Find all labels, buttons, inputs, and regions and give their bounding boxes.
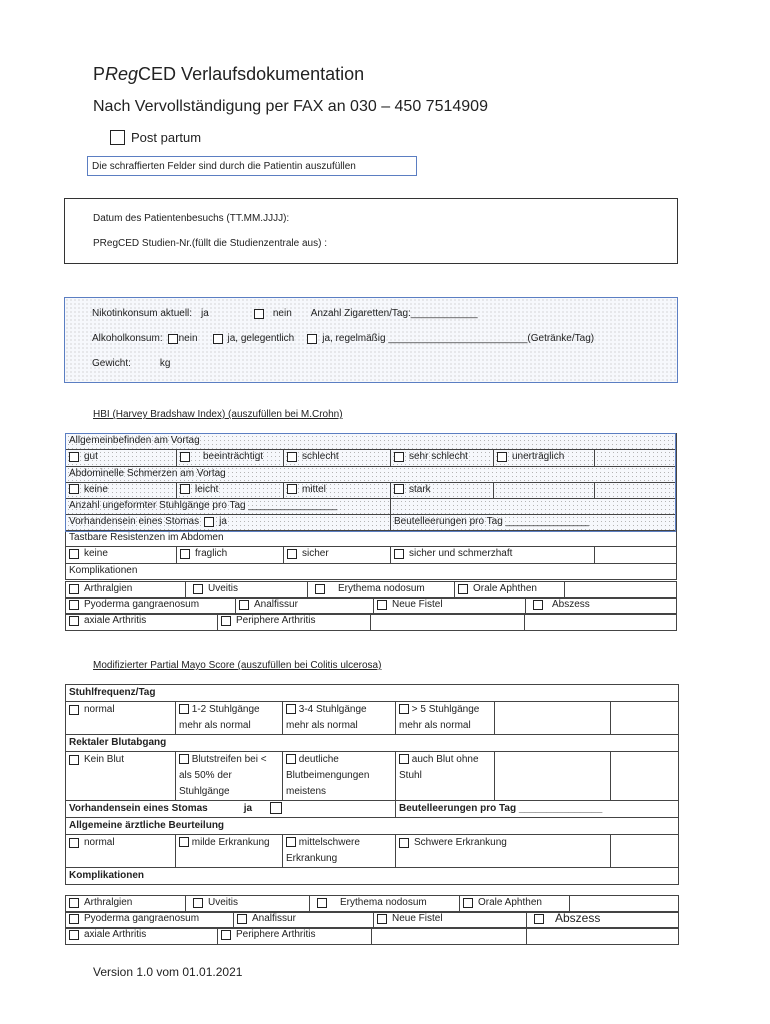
nicotine-label: Nikotinkonsum aktuell: — [92, 308, 193, 319]
oral-aphthae-option[interactable] — [455, 582, 565, 599]
anal-fissure-option[interactable] — [234, 912, 374, 929]
abscess-option[interactable] — [527, 912, 679, 929]
fax-instruction: Nach Vervollständigung per FAX an 030 – 450 7514909 — [93, 98, 488, 115]
option-label: Orale Aphthen — [478, 897, 542, 908]
option-label: keine — [84, 483, 108, 495]
pain-mild-option[interactable] — [177, 482, 284, 499]
table-row — [66, 835, 679, 868]
empty-cell — [611, 835, 679, 868]
abscess-option[interactable] — [526, 598, 677, 615]
checkbox[interactable] — [239, 600, 249, 610]
visit-date-label: Datum des Patientenbesuchs (TT.MM.JJJJ): — [93, 213, 290, 224]
checkbox[interactable] — [69, 705, 79, 715]
option-label: stark — [409, 483, 431, 495]
option-label: mittel — [302, 483, 326, 495]
stool-over-5-option[interactable] — [396, 702, 495, 735]
table-row — [66, 466, 677, 482]
wellbeing-unbearable-option[interactable] — [494, 450, 595, 467]
physician-assessment-label: Allgemeine ärztliche Beurteilung — [66, 818, 679, 835]
checkbox[interactable] — [399, 754, 409, 764]
empty-cell — [371, 614, 525, 631]
nicotine-row — [92, 308, 478, 319]
checkbox[interactable] — [377, 914, 387, 924]
option-label: schlecht — [302, 451, 339, 462]
wellbeing-gut-option[interactable] — [66, 450, 177, 467]
stool-1-2-option[interactable] — [176, 702, 283, 735]
checkbox[interactable] — [287, 452, 297, 462]
mayo-heading: Modifizierter Partial Mayo Score (auszufüllen bei Colitis ulcerosa) — [93, 660, 382, 671]
table-row — [66, 598, 677, 615]
stoma-option[interactable] — [66, 515, 391, 531]
hbi-complications-row-3 — [65, 613, 677, 631]
table-row — [66, 928, 679, 945]
alcohol-occasional-checkbox[interactable] — [213, 334, 223, 344]
option-label: Erythema nodosum — [338, 583, 425, 594]
physician-normal-option[interactable] — [66, 835, 176, 868]
option-label: Periphere Arthritis — [236, 929, 316, 940]
empty-cell — [595, 450, 677, 467]
checkbox[interactable] — [534, 914, 544, 924]
pain-none-option[interactable] — [66, 482, 177, 499]
empty-cell — [565, 582, 677, 599]
checkbox[interactable] — [69, 452, 79, 462]
checkbox[interactable] — [179, 704, 189, 714]
alcohol-regular-checkbox[interactable] — [307, 334, 317, 344]
checkbox[interactable] — [180, 484, 190, 494]
empty-cell — [595, 482, 677, 499]
uveitis-option[interactable] — [186, 896, 310, 913]
checkbox[interactable] — [193, 584, 203, 594]
option-label: Schwere Erkrankung — [414, 837, 507, 848]
table-row — [66, 482, 677, 499]
checkbox[interactable] — [69, 584, 79, 594]
checkbox[interactable] — [394, 484, 404, 494]
table-row — [66, 801, 679, 818]
option-label: 1-2 Stuhlgänge mehr als normal — [179, 704, 260, 731]
option-label: leicht — [195, 483, 219, 495]
checkbox[interactable] — [69, 898, 79, 908]
rectal-bleeding-label: Rektaler Blutabgang — [66, 735, 679, 752]
table-row — [66, 563, 677, 579]
new-fistula-option[interactable] — [374, 598, 526, 615]
empty-cell — [495, 702, 611, 735]
mayo-table — [65, 684, 679, 885]
stoma-yes-checkbox[interactable] — [204, 517, 214, 527]
oral-aphthae-option[interactable] — [460, 896, 570, 913]
bleed-alone-option[interactable] — [396, 752, 495, 801]
empty-cell — [494, 482, 595, 499]
option-label: beeinträchtigt — [203, 451, 264, 462]
table-row — [66, 818, 679, 835]
alcohol-occasional-label: ja, gelegentlich — [227, 333, 295, 344]
bleed-streaks-option[interactable] — [176, 752, 283, 801]
option-label: gut — [84, 451, 98, 462]
bleed-obvious-option[interactable] — [283, 752, 396, 801]
erythema-nodosum-option[interactable] — [310, 896, 460, 913]
stoma-yes-label: ja — [243, 803, 253, 814]
checkbox[interactable] — [237, 914, 247, 924]
alcohol-label: Alkoholkonsum: — [92, 333, 163, 344]
empty-cell — [527, 928, 679, 945]
alcohol-regular-label[interactable]: ja, regelmäßig _________________________(Getränke/Tag) — [322, 333, 595, 344]
option-label: milde Erkrankung — [191, 837, 270, 848]
table-row — [66, 614, 677, 631]
option-label: fraglich — [195, 548, 228, 559]
checkbox[interactable] — [463, 898, 473, 908]
option-label: axiale Arthritis — [84, 929, 147, 940]
empty-cell — [595, 547, 677, 564]
visit-info-box — [64, 198, 678, 264]
pain-label: Abdominelle Schmerzen am Vortag — [66, 466, 677, 482]
checkbox[interactable] — [399, 838, 409, 848]
physician-severe-option[interactable] — [396, 835, 611, 868]
mass-certain-option[interactable] — [284, 547, 391, 564]
checkbox[interactable] — [179, 754, 189, 764]
checkbox[interactable] — [394, 452, 404, 462]
table-row — [66, 547, 677, 564]
physician-moderate-option[interactable] — [283, 835, 396, 868]
mass-doubtful-option[interactable] — [177, 547, 284, 564]
wellbeing-impaired-option[interactable] — [177, 450, 284, 467]
option-label: Pyoderma gangraenosum — [84, 599, 200, 610]
option-label: Kein Blut — [84, 754, 125, 765]
checkbox[interactable] — [69, 616, 79, 626]
option-label: Arthralgien — [84, 897, 133, 908]
table-row — [66, 685, 679, 702]
checkbox[interactable] — [286, 704, 296, 714]
table-row — [66, 450, 677, 467]
checkbox[interactable] — [180, 549, 190, 559]
checkbox[interactable] — [458, 584, 468, 594]
nicotine-no-checkbox[interactable] — [254, 309, 264, 319]
nicotine-yes-label: ja — [201, 308, 209, 319]
pyoderma-option[interactable] — [66, 912, 234, 929]
hbi-heading: HBI (Harvey Bradshaw Index) (auszufüllen bei M.Crohn) — [93, 409, 343, 420]
version-footer: Version 1.0 vom 01.01.2021 — [93, 965, 243, 979]
option-label: sicher und schmerzhaft — [409, 548, 513, 559]
weight-unit: kg — [159, 358, 171, 369]
checkbox[interactable] — [317, 898, 327, 908]
option-label: Periphere Arthritis — [236, 615, 316, 626]
checkbox[interactable] — [69, 484, 79, 494]
option-label: keine — [84, 548, 108, 559]
checkbox[interactable] — [533, 600, 543, 610]
axial-arthritis-option[interactable] — [66, 928, 218, 945]
stoma-yes-label: ja — [219, 516, 227, 527]
table-row — [66, 499, 677, 515]
option-label: Analfissur — [252, 913, 296, 924]
option-label: Arthralgien — [84, 583, 133, 594]
checkbox[interactable] — [286, 837, 296, 847]
checkbox[interactable] — [287, 549, 297, 559]
empty-cell — [611, 702, 679, 735]
weight-label: Gewicht: — [92, 358, 131, 369]
table-row — [66, 735, 679, 752]
bag-emptying-field[interactable]: Beutelleerungen pro Tag _______________ — [396, 801, 679, 818]
pain-severe-option[interactable] — [391, 482, 494, 499]
empty-cell — [372, 928, 527, 945]
option-label: sicher — [302, 548, 329, 559]
arthralgia-option[interactable] — [66, 582, 186, 599]
hatched-fields-note: Die schraffierten Felder sind durch die Patientin auszufüllen — [87, 156, 417, 176]
option-label: mittelschwere Erkrankung — [286, 837, 360, 864]
mayo-complications-row-2 — [65, 911, 679, 929]
complications-label: Komplikationen — [66, 563, 677, 579]
option-label: normal — [84, 837, 115, 848]
option-label: Neue Fistel — [392, 913, 443, 924]
checkbox[interactable] — [69, 914, 79, 924]
hbi-complications-row-1 — [65, 581, 677, 599]
option-label: Orale Aphthen — [473, 583, 537, 594]
weight-row — [92, 358, 170, 369]
stool-normal-option[interactable] — [66, 702, 176, 735]
empty-cell — [495, 752, 611, 801]
option-label: normal — [84, 704, 115, 715]
option-label: Erythema nodosum — [340, 897, 427, 908]
checkbox[interactable] — [180, 452, 190, 462]
checkbox[interactable] — [315, 584, 325, 594]
mass-none-option[interactable] — [66, 547, 177, 564]
pain-moderate-option[interactable] — [284, 482, 391, 499]
option-label: Analfissur — [254, 599, 298, 610]
post-partum-checkbox[interactable] — [110, 130, 125, 145]
table-row — [66, 434, 677, 450]
option-label: Abszess — [552, 599, 590, 610]
nicotine-no-label: nein — [272, 308, 292, 319]
mayo-complications-row-3 — [65, 927, 679, 945]
checkbox[interactable] — [69, 755, 79, 765]
option-label: Neue Fistel — [392, 599, 443, 610]
option-label: axiale Arthritis — [84, 615, 147, 626]
new-fistula-option[interactable] — [374, 912, 527, 929]
physician-mild-option[interactable] — [176, 835, 283, 868]
hbi-complications-row-2 — [65, 597, 677, 615]
mass-certain-painful-option[interactable] — [391, 547, 595, 564]
option-label: auch Blut ohne Stuhl — [399, 754, 479, 781]
table-row — [66, 702, 679, 735]
peripheral-arthritis-option[interactable] — [218, 928, 372, 945]
alcohol-row — [92, 333, 594, 344]
table-row — [66, 515, 677, 531]
table-row — [66, 752, 679, 801]
hbi-table — [65, 433, 677, 580]
table-row — [66, 868, 679, 885]
checkbox[interactable] — [221, 930, 231, 940]
stool-frequency-label: Stuhlfrequenz/Tag — [66, 685, 679, 702]
study-number-label: PRegCED Studien-Nr.(füllt die Studienzentrale aus) : — [93, 238, 328, 249]
table-row — [66, 912, 679, 929]
table-row — [66, 896, 679, 913]
checkbox[interactable] — [69, 600, 79, 610]
checkbox[interactable] — [287, 484, 297, 494]
checkbox[interactable] — [221, 616, 231, 626]
empty-cell — [570, 896, 679, 913]
mayo-complications-row-1 — [65, 895, 679, 913]
arthralgia-option[interactable] — [66, 896, 186, 913]
checkbox[interactable] — [69, 838, 79, 848]
empty-cell — [611, 752, 679, 801]
option-label: Pyoderma gangraenosum — [84, 913, 200, 924]
wellbeing-label: Allgemeinbefinden am Vortag — [66, 434, 677, 450]
table-row — [66, 582, 677, 599]
checkbox[interactable] — [69, 930, 79, 940]
erythema-nodosum-option[interactable] — [308, 582, 455, 599]
lifestyle-box — [64, 297, 678, 383]
axial-arthritis-option[interactable] — [66, 614, 218, 631]
table-row — [66, 531, 677, 547]
pyoderma-option[interactable] — [66, 598, 236, 615]
stoma-option[interactable] — [66, 801, 396, 818]
checkbox[interactable] — [179, 837, 189, 847]
checkbox[interactable] — [497, 452, 507, 462]
option-label: Uveitis — [208, 583, 239, 594]
empty-cell — [525, 614, 677, 631]
option-label: unerträglich — [512, 451, 565, 462]
stoma-label: Vorhandensein eines Stomas — [69, 516, 200, 527]
option-label: Uveitis — [208, 897, 239, 908]
option-label: deutliche Blutbeimengungen meistens — [286, 754, 370, 797]
alcohol-no-label: nein — [178, 333, 198, 344]
wellbeing-bad-option[interactable] — [284, 450, 391, 467]
option-label: > 5 Stuhlgänge mehr als normal — [399, 704, 480, 731]
option-label: Abszess — [555, 911, 601, 925]
empty-cell — [391, 499, 677, 515]
page-title: PRegCED Verlaufsdokumentation — [93, 64, 365, 84]
alcohol-no-checkbox[interactable] — [168, 334, 178, 344]
post-partum-label: Post partum — [131, 130, 202, 145]
peripheral-arthritis-option[interactable] — [218, 614, 371, 631]
option-label: 3-4 Stuhlgänge mehr als normal — [286, 704, 367, 731]
stoma-label: Vorhandensein eines Stomas — [69, 803, 208, 814]
post-partum-option[interactable] — [110, 130, 201, 145]
stool-3-4-option[interactable] — [283, 702, 396, 735]
option-label: Blutstreifen bei < als 50% der Stuhlgänge — [179, 754, 267, 797]
cigarettes-per-day-field[interactable]: Anzahl Zigaretten/Tag:____________ — [310, 308, 478, 319]
option-label: sehr schlecht — [409, 451, 468, 462]
bleed-none-option[interactable] — [66, 752, 176, 801]
stoma-yes-checkbox[interactable] — [270, 802, 282, 814]
bag-emptying-field[interactable]: Beutelleerungen pro Tag _______________ — [391, 515, 677, 531]
checkbox[interactable] — [394, 549, 404, 559]
checkbox[interactable] — [69, 549, 79, 559]
checkbox[interactable] — [193, 898, 203, 908]
checkbox[interactable] — [377, 600, 387, 610]
stools-per-day-field[interactable]: Anzahl ungeformter Stuhlgänge pro Tag ________________ — [66, 499, 391, 515]
abdominal-mass-label: Tastbare Resistenzen im Abdomen — [66, 531, 677, 547]
checkbox[interactable] — [399, 704, 409, 714]
complications-label: Komplikationen — [66, 868, 679, 885]
wellbeing-very-bad-option[interactable] — [391, 450, 494, 467]
checkbox[interactable] — [286, 754, 296, 764]
uveitis-option[interactable] — [186, 582, 308, 599]
anal-fissure-option[interactable] — [236, 598, 374, 615]
